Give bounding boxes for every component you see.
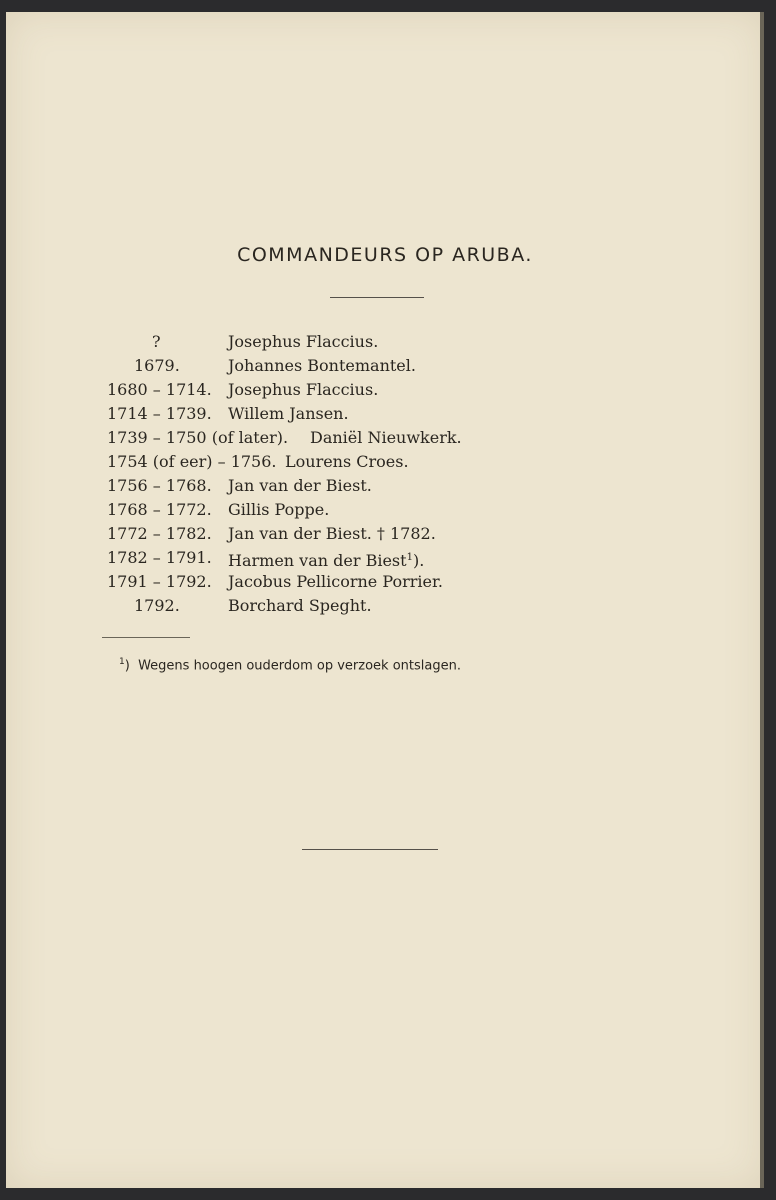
- entry-years: 1754 (of eer) – 1756.: [107, 452, 277, 471]
- entry-years: 1782 – 1791.: [107, 548, 212, 567]
- entry-name: Johannes Bontemantel.: [228, 356, 416, 375]
- list-item: [6, 594, 764, 618]
- commander-list: [6, 12, 764, 712]
- entry-years: 1792.: [134, 596, 180, 615]
- book-page: [6, 12, 764, 1188]
- entry-years: 1768 – 1772.: [107, 500, 212, 519]
- entry-years: 1739 – 1750 (of later).: [107, 428, 289, 447]
- entry-name: Daniël Nieuwkerk.: [310, 428, 462, 447]
- end-divider: [302, 849, 438, 850]
- list-item: [6, 402, 764, 426]
- entry-name: [228, 546, 424, 573]
- footnote-marker: 1: [119, 657, 125, 667]
- entry-years: 1714 – 1739.: [107, 404, 212, 423]
- entry-years: 1680 – 1714.: [107, 380, 212, 399]
- footnote-divider: [102, 637, 190, 638]
- entry-name: Josephus Flaccius.: [228, 332, 379, 351]
- list-item: [6, 450, 764, 474]
- entry-name: Gillis Poppe.: [228, 500, 330, 519]
- list-item: [6, 522, 764, 546]
- entry-name: Jacobus Pellicorne Porrier.: [228, 572, 443, 591]
- entry-name: Jan van der Biest.: [228, 476, 372, 495]
- entry-years: 1679.: [134, 356, 180, 375]
- list-item: [6, 426, 764, 450]
- list-item: [6, 354, 764, 378]
- entry-name: Lourens Croes.: [285, 452, 409, 471]
- footnote-ref: 1: [406, 552, 413, 563]
- list-item: [6, 546, 764, 570]
- entry-name: Josephus Flaccius.: [228, 380, 379, 399]
- footnote-marker-suffix: ): [124, 658, 130, 674]
- entry-name-suffix: ).: [412, 551, 425, 570]
- entry-name-text: Harmen van der Biest: [228, 551, 407, 570]
- list-item: [6, 330, 764, 354]
- list-item: [6, 378, 764, 402]
- page-title: COMMANDEURS OP ARUBA.: [237, 244, 533, 266]
- entry-years: ?: [152, 332, 161, 351]
- entry-years: 1791 – 1792.: [107, 572, 212, 591]
- entry-years: 1756 – 1768.: [107, 476, 212, 495]
- footnote-text: Wegens hoogen ouderdom op verzoek ontslagen.: [138, 658, 461, 674]
- entry-years: 1772 – 1782.: [107, 524, 212, 543]
- entry-name: Jan van der Biest. † 1782.: [228, 524, 436, 543]
- footnote: [119, 657, 461, 673]
- list-item: [6, 498, 764, 522]
- page-edge-shadow: [760, 12, 764, 1188]
- list-item: [6, 570, 764, 594]
- entry-name: Willem Jansen.: [228, 404, 349, 423]
- list-item: [6, 474, 764, 498]
- entry-name: Borchard Speght.: [228, 596, 372, 615]
